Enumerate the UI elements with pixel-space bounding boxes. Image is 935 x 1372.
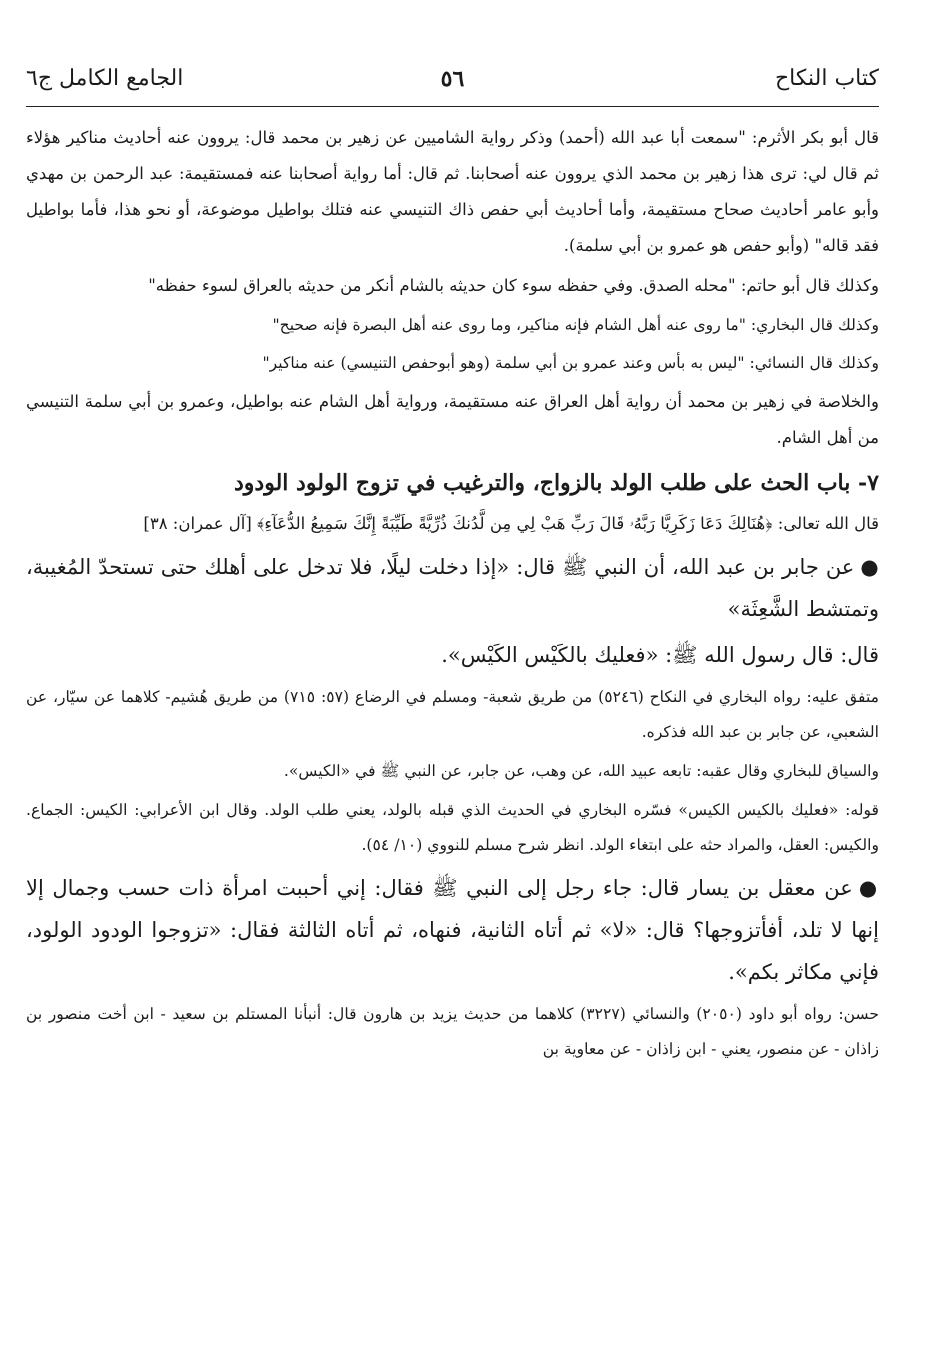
- abu-hatim-paragraph: وكذلك قال أبو حاتم: "محله الصدق. وفي حفظه سوء كان حديثه بالشام أنكر من حديثه بالعراق لسوء حفظه": [148, 276, 879, 295]
- chapter-heading: ٧- باب الحث على طلب الولد بالزواج، والترغيب في تزوج الولود الودود: [234, 470, 879, 496]
- summary-paragraph: والخلاصة في زهير بن محمد أن رواية أهل العراق عنه مستقيمة، ورواية أهل الشام عنه بواطيل، وعمرو بن أبي سلمة التنيسي من أهل الشام.: [26, 392, 879, 447]
- bullet-icon: ●: [858, 875, 879, 900]
- hasan-takhrij-paragraph: حسن: رواه أبو داود (٢٠٥٠) والنسائي (٣٢٢٧) كلاهما من حديث يزيد بن هارون قال: أنبأنا المستلم بن سعيد - ابن أخت منصور بن زاذان - عن منصور، يعني - ابن زاذان - عن معاوية بن: [26, 1005, 880, 1058]
- header-chapter-title: كتاب النكاح: [774, 66, 879, 91]
- athram-quote-paragraph: قال أبو بكر الأثرم: "سمعت أبا عبد الله (أحمد) وذكر رواية الشاميين عن زهير بن محمد قال: يروون عنه أحاديث مناكير هؤلاء ثم قال لي: ترى هذا زهير بن محمد الذي يروون عنه أصحابنا. ثم قال: أما رواية أصحابنا عنه فمستقيمة: عبد الرحمن بن مهدي وأبو عامر أحاديث صحاح مستقيمة، وأما أحاديث أبي حفص ذاك التنيسي عنه فتلك بواطيل موضوعة، أو نحو هذا، فأما بواطيل فقد قاله" (وأبو حفص هو عمرو بن أبي سلمة).: [26, 128, 879, 255]
- header-book-title: الجامع الكامل ج٦: [26, 66, 184, 91]
- bukhari-paragraph: وكذلك قال البخاري: "ما روى عنه أهل الشام فإنه مناكير، وما روى عنه أهل البصرة فإنه صحيح": [272, 316, 879, 334]
- hadith-jabir-text: عن جابر بن عبد الله، أن النبي ﷺ قال: «إذا دخلت ليلًا، فلا تدخل على أهلك حتى تستحدّ المُغيبة، وتمتشط الشَّعِثَة»: [26, 555, 879, 621]
- nasai-paragraph: وكذلك قال النسائي: "ليس به بأس وعند عمرو بن أبي سلمة (وهو أبوحفص التنيسي) عنه مناكير": [262, 354, 879, 372]
- hadith-jabir-paragraph: [26, 546, 879, 630]
- siyaq-paragraph: والسياق للبخاري وقال عقبه: تابعه عبيد الله، عن وهب، عن جابر، عن النبي ﷺ في «الكيس».: [283, 762, 879, 780]
- bullet-icon: ●: [860, 554, 879, 579]
- hadith-maqil-paragraph: [26, 867, 879, 993]
- page-number: ٥٦: [440, 66, 465, 92]
- page-header: [26, 58, 879, 107]
- quran-verse-paragraph: قال الله تعالى: ﴿هُنَالِكَ دَعَا زَكَرِيَّا رَبَّهُۥ قَالَ رَبِّ هَبْ لِي مِن لَّدُنكَ ذُرِّيَّةً طَيِّبَةً إِنَّكَ سَمِيعُ الدُّعَآءِ﴾ [آل عمران: ٣٨]: [143, 514, 879, 533]
- hadith-kais-paragraph: قال: قال رسول الله ﷺ: «فعليك بالكَيْس الكَيْس».: [441, 643, 879, 667]
- hadith-maqil-text: عن معقل بن يسار قال: جاء رجل إلى النبي ﷺ فقال: إني أحببت امرأة ذات حسب وجمال إلا إنها لا تلد، أفأتزوجها؟ قال: «لا» ثم أتاه الثانية، فنهاه، ثم أتاه الثالثة فقال: «تزوجوا الودود الولود، فإني مكاثر بكم».: [26, 876, 879, 984]
- takhrij-paragraph: متفق عليه: رواه البخاري في النكاح (٥٢٤٦) من طريق شعبة- ومسلم في الرضاع (٥٧: ٧١٥) من طريق هُشيم- كلاهما عن سيّار، عن الشعبي، عن جابر بن عبد الله فذكره.: [26, 688, 879, 741]
- explanation-paragraph: قوله: «فعليك بالكيس الكيس» فسّره البخاري في الحديث الذي قبله بالولد، يعني طلب الولد. وقال ابن الأعرابي: الكيس: الجماع. والكيس: العقل، والمراد حثه على ابتغاء الولد. انظر شرح مسلم للنووي (١٠/ ٥٤).: [26, 801, 879, 854]
- page-body: [26, 120, 879, 1071]
